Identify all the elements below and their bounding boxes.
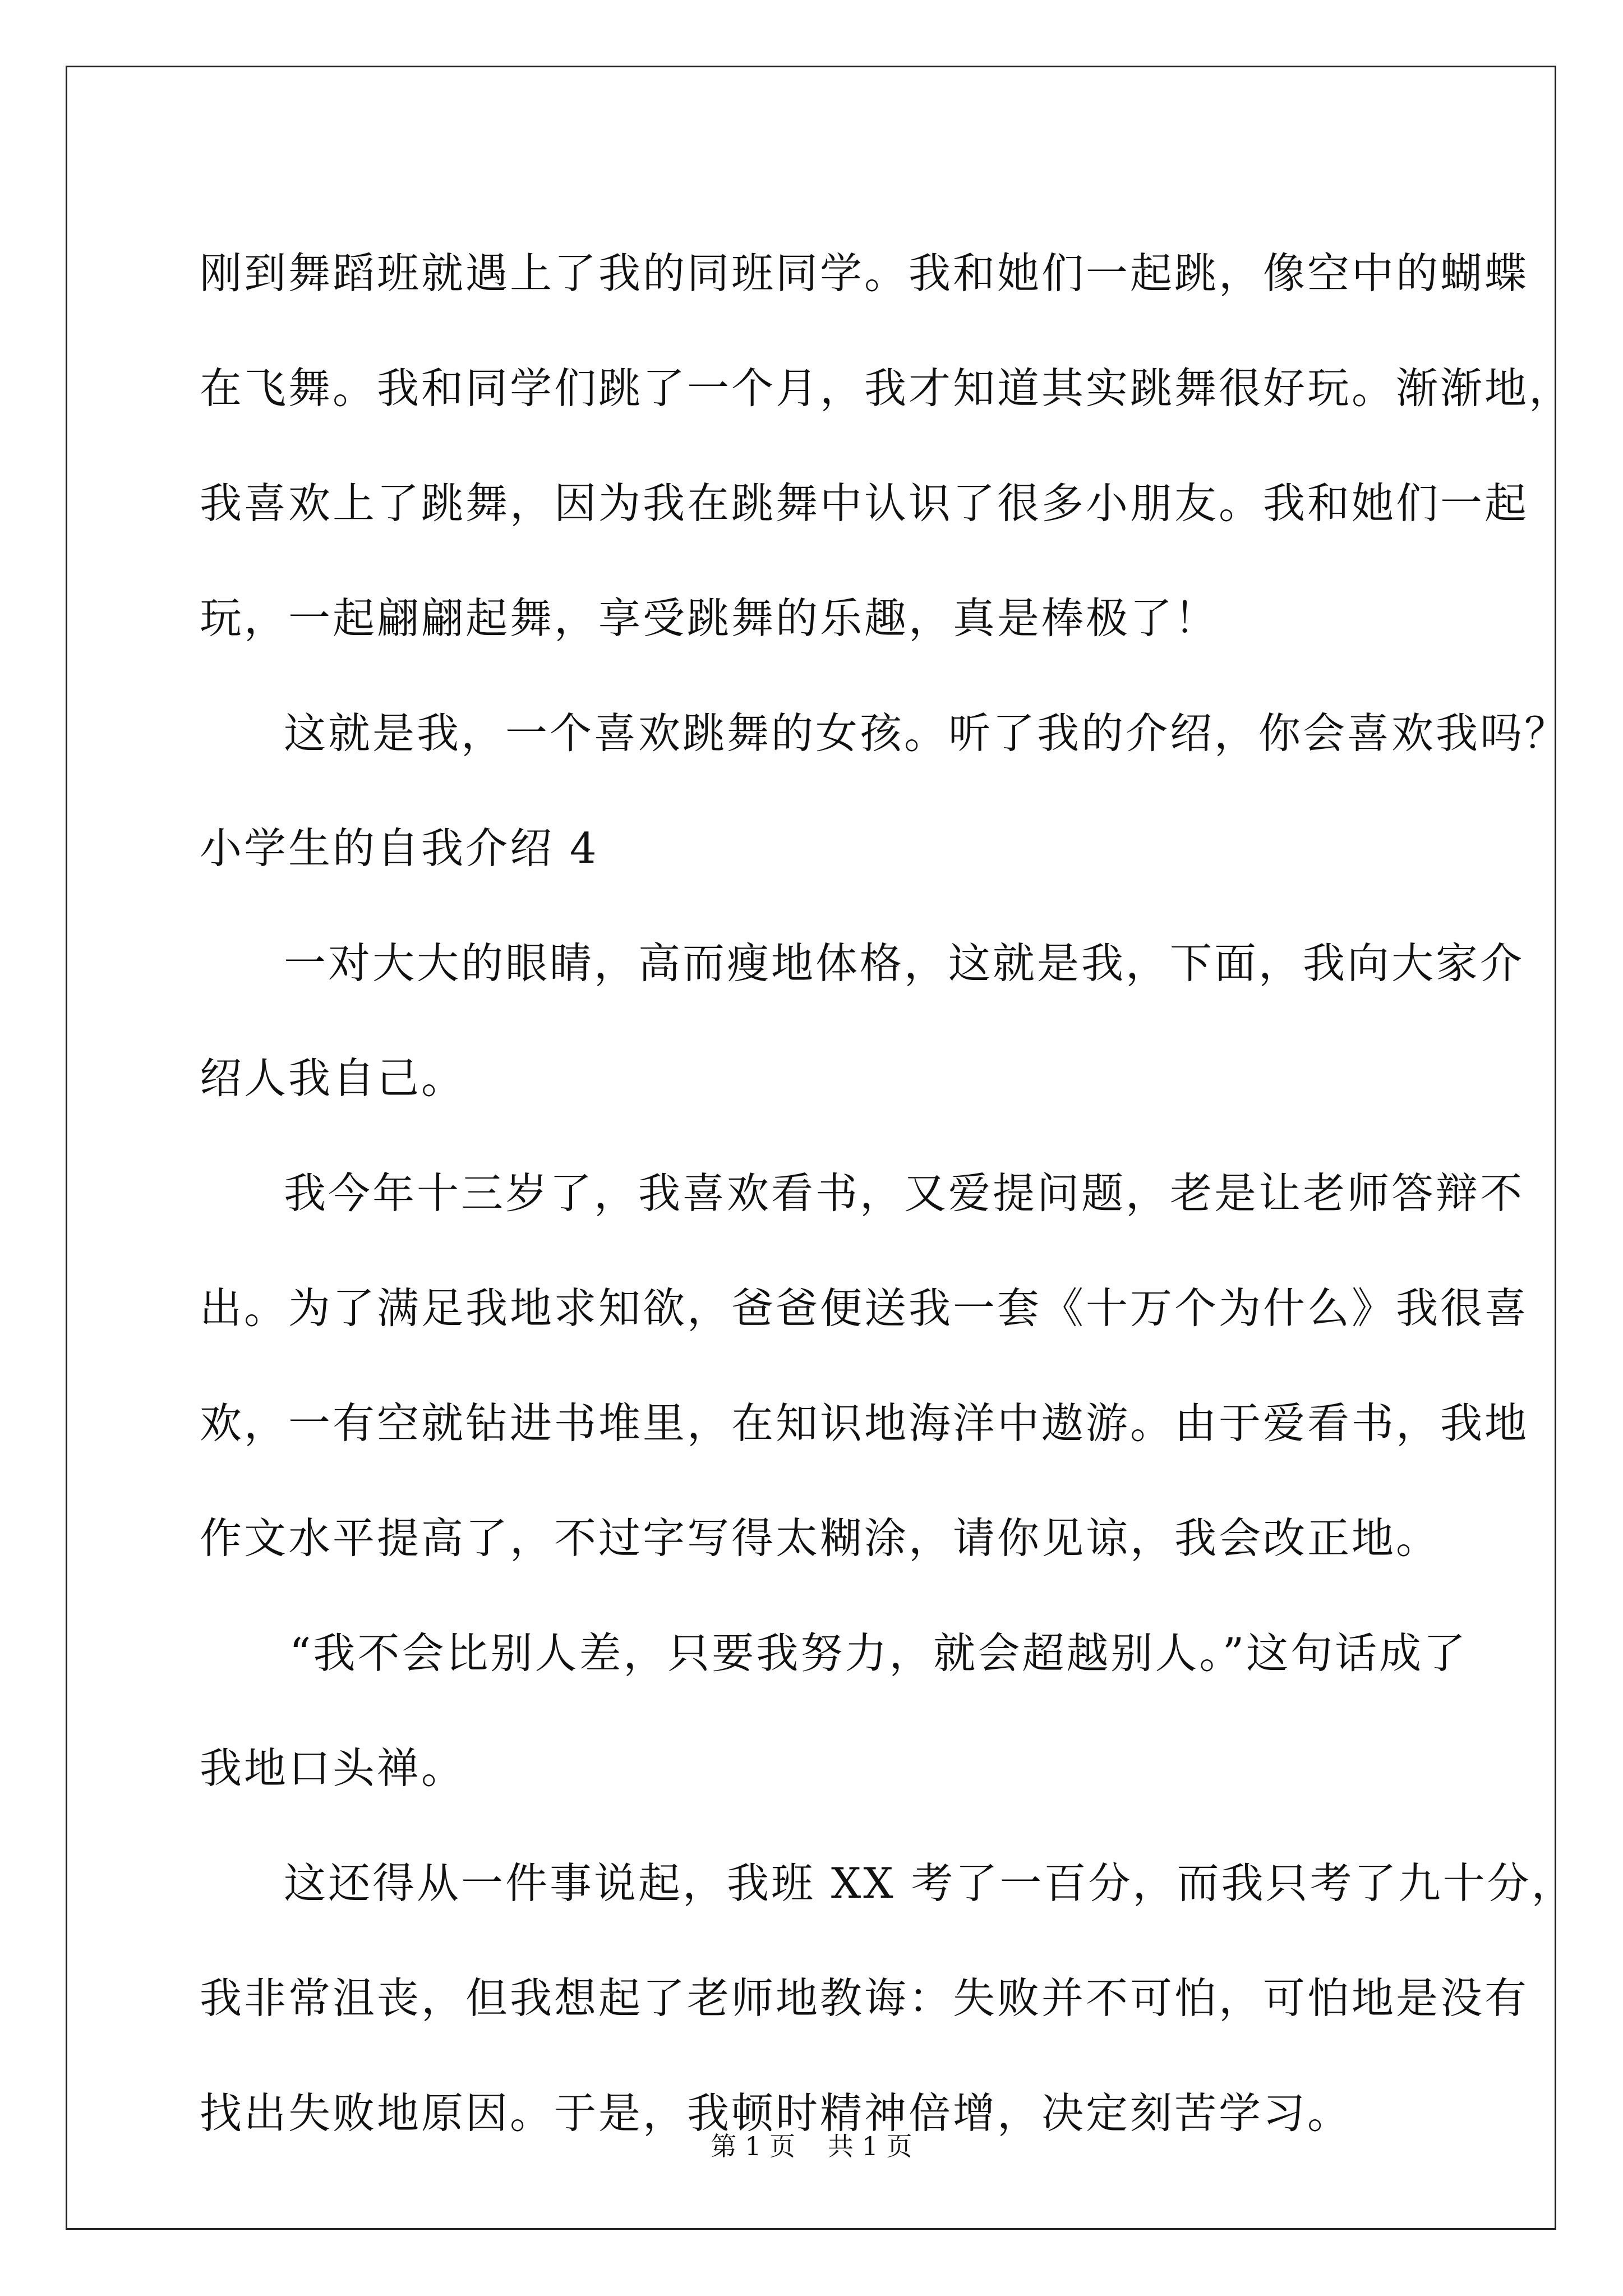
paragraph-line: 我今年十三岁了，我喜欢看书，又爱提问题，老是让老师答辩不	[284, 1168, 1525, 1218]
paragraph-line: 出。为了满足我地求知欲，爸爸便送我一套《十万个为什么》我很喜	[200, 1283, 1529, 1333]
paragraph-line: 这就是我，一个喜欢跳舞的女孩。听了我的介绍，你会喜欢我吗？	[284, 708, 1569, 758]
paragraph-line: 刚到舞蹈班就遇上了我的同班同学。我和她们一起跳，像空中的蝴蝶	[200, 249, 1529, 298]
document-body	[200, 216, 1576, 2171]
paragraph-line: 一对大大的眼睛，高而瘦地体格，这就是我，下面，我向大家介	[284, 938, 1525, 988]
page-number-current: 第 1 页	[711, 2131, 795, 2161]
paragraph-line: 欢，一有空就钻进书堆里，在知识地海洋中遨游。由于爱看书，我地	[200, 1398, 1529, 1448]
paragraph-line: 我非常沮丧，但我想起了老师地教诲：失败并不可怕，可怕地是没有	[200, 1973, 1529, 2023]
paragraph-line: 我地口头禅。	[200, 1743, 466, 1793]
paragraph-line: “我不会比别人差，只要我努力，就会超越别人。”这句话成了	[289, 1628, 1468, 1678]
page-number-total: 共 1 页	[828, 2131, 912, 2161]
paragraph-line: 绍人我自己。	[200, 1053, 466, 1103]
paragraph-line: 我喜欢上了跳舞，因为我在跳舞中认识了很多小朋友。我和她们一起	[200, 478, 1529, 528]
page-footer	[0, 2129, 1623, 2163]
section-heading: 小学生的自我介绍 4	[200, 823, 599, 873]
paragraph-line: 作文水平提高了，不过字写得太糊涂，请你见谅，我会改正地。	[200, 1513, 1441, 1563]
paragraph-line: 这还得从一件事说起，我班 XX 考了一百分，而我只考了九十分，	[284, 1858, 1576, 1908]
paragraph-line: 在飞舞。我和同学们跳了一个月，我才知道其实跳舞很好玩。渐渐地，	[200, 364, 1574, 413]
paragraph-line: 找出失败地原因。于是，我顿时精神倍增，决定刻苦学习。	[200, 2088, 1352, 2138]
paragraph-line: 玩，一起翩翩起舞，享受跳舞的乐趣，真是棒极了！	[200, 593, 1219, 643]
